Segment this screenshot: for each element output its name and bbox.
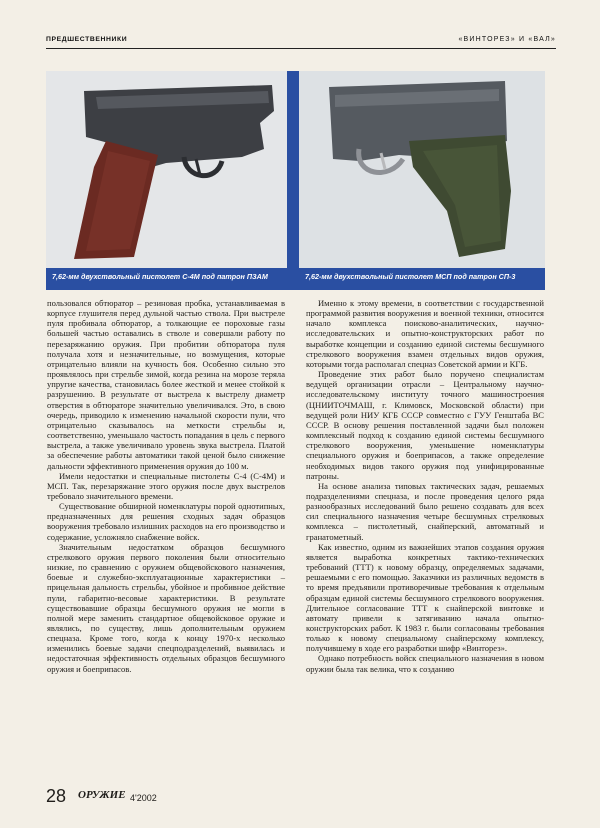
article-title: «ВИНТОРЕЗ» И «ВАЛ» — [458, 36, 556, 43]
pistol-s4m-illustration — [46, 71, 287, 268]
header-rule — [46, 48, 556, 49]
page-footer — [46, 786, 226, 810]
page-number: 28 — [46, 786, 67, 806]
paragraph: На основе анализа типовых тактических задач, решаемых подразделениями спецназа, и после проведения целого ряда разнообразных исследований было решено создавать для всех сил специального назначения четыре бесшумных стрелковых комплекса – пистолетный, снайперский, автоматный и гранатометный. — [306, 480, 544, 542]
section-label: ПРЕДШЕСТВЕННИКИ — [46, 36, 128, 43]
figure-photo-msp — [299, 71, 545, 268]
running-header — [46, 36, 556, 46]
paragraph: Значительным недостатком образцов бесшумного стрелкового оружия первого поколения были относительно низкие, по сравнению с оружием общевойскового назначения, боевые и служебно-эксплуатационные характеристики – прицельная дальность стрельбы, убойное и пробивное действие пули, габаритно-весовые характеристики. В результате существовавшие образцы бесшумного оружия не могли в полной мере заменить стандартное общевойсковое оружие и являлись, по существу, лишь дополнительным оружием спецназа. Кроме того, когда к концу 1970-х несколько изменились боевые задачи спецподразделений, выявилась и недостаточная эффективность отдельных образцов бесшумного оружия и боеприпасов. — [47, 541, 285, 674]
paragraph: Существование обширной номенклатуры порой однотипных, предназначенных для решения сходных задач образцов вооружения требовало излишних расходов на его производство и содержание, усложняло снабжение войск. — [47, 501, 286, 542]
paragraph: Имели недостатки и специальные пистолеты С-4 (С-4М) и МСП. Так, перезаряжание этого оружия после двух выстрелов требовало значительного времени. — [47, 470, 285, 501]
text-column-right — [306, 298, 544, 674]
paragraph: Как известно, одним из важнейших этапов создания оружия является выработка конкретных тактико-технических требований (ТТТ) к новому образцу, определяемых задачами, решаемыми с его помощью. Заказчики из различных ведомств в то время предъявили противоречивые требования к отдельным образцам единой системы бесшумного стрелкового вооружения. Длительное согласование ТТТ к снайперской винтовке и автомату привели к затягиванию начала опытно-конструкторских работ. К 1983 г. были согласованы требования только к новому специальному снайперскому комплексу, получившему в ходе его разработки шифр «Винторез». — [306, 541, 544, 654]
issue-number: 4'2002 — [130, 793, 157, 803]
figure-photo-s4m — [46, 71, 287, 268]
paragraph: Проведение этих работ было поручено специалистам ведущей организации отрасли – Центральному научно-исследовательскому институту точного машиностроения (ЦНИИТОЧМАШ, г. Климовск, Московской области) при ведущей роли НИУ КГБ СССР совместно с ГУУ Генштаба ВС СССР. В основу решения поставленной задачи был положен комплексный подход к созданию единой системы бесшумного стрелкового вооружения, уменьшение номенклатуры специального оружия и боеприпасов, а также определение необходимых видов такого оружия под унифицированные патроны. — [306, 369, 544, 481]
paragraph: пользовался обтюратор – резиновая пробка, устанавливаемая в корпусе глушителя перед дульной частью ствола. При выстреле пуля пробивала обтюратор, а толкающие ее пороховые газы большей частью оставались в стволе и совершали работу по перезаряжанию оружия. При пробитии обтюратора пуля получала хотя и незначительные, но возмущения, которые отрицательно влияли на кучность боя. Особенно сильно это проявлялось при стрельбе зимой, когда резина на морозе теряла упругие качества, становилась более жесткой и менее стойкой к разрушению. В результате от выстрела к выстрелу диаметр отверстия в обтюраторе значительно увеличивался. Это, в свою очередь, приводило к изменению начальной скорости пули, что отрицательно сказывалось на меткости стрельбы и, соответственно, уменьшало частость попадания в цель с первого выстрела, а также увеличивало уровень звука выстрела. Платой за обеспечение работы автоматики такой ценой было снижение дальности эффективного применения оружия до 100 м. — [47, 298, 285, 471]
figure-caption-s4m: 7,62-мм двухствольный пистолет С-4М под патрон ПЗАМ — [46, 268, 287, 290]
paragraph: Однако потребность войск специального назначения в новом оружии была так велика, что к созданию — [306, 653, 544, 674]
text-column-left — [47, 298, 285, 674]
paragraph: Именно к этому времени, в соответствии с государственной программой развития вооружения и военной техники, относится начало комплекса поисково-аналитических, научно-исследовательских и опытно-конструкторских работ по выработке концепции и созданию единой системы бесшумного стрелкового вооружения взамен отдельных видов оружия, которыми тогда располагал спецназ Советской армии и КГБ. — [306, 298, 544, 369]
magazine-logo: ОРУЖИЕ — [78, 789, 126, 801]
figure-caption-msp: 7,62-мм двухствольный пистолет МСП под патрон СП-3 — [299, 268, 545, 290]
pistol-msp-illustration — [299, 71, 545, 268]
